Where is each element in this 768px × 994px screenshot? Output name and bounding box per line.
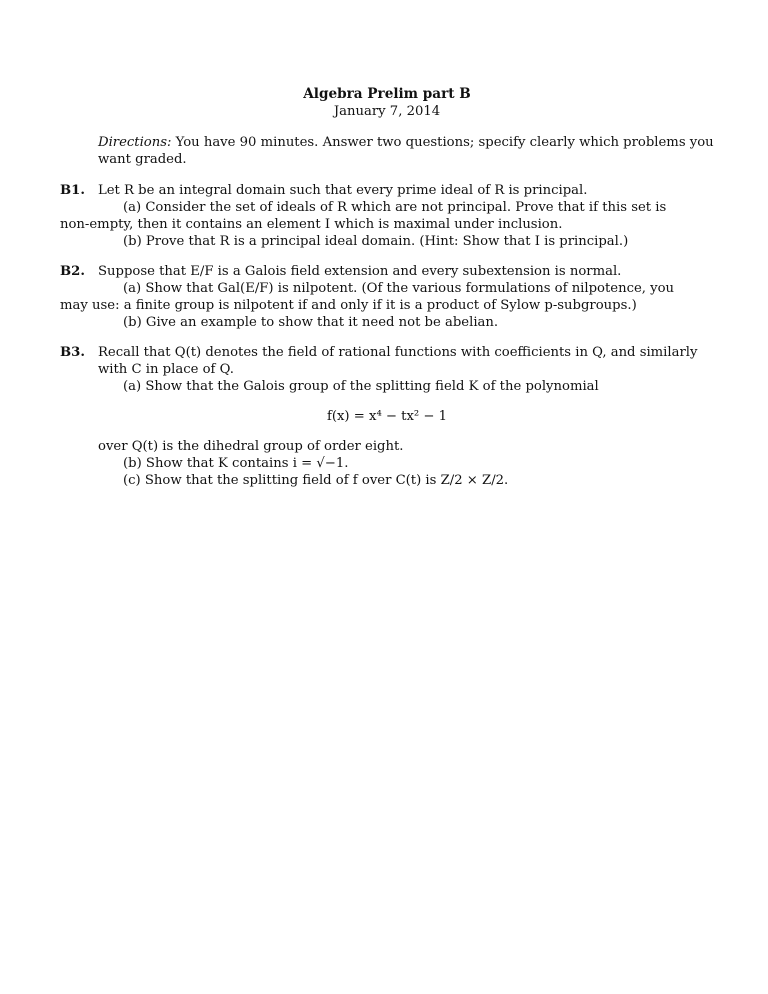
problem-label: B3. (60, 345, 85, 360)
directions-label: Directions: (98, 135, 172, 150)
problem-b1 (60, 182, 714, 250)
problem-part-a: (a) Consider the set of ideals of R which are not principal. Prove that if this set is (123, 200, 667, 215)
document-title: Algebra Prelim part B (303, 86, 471, 102)
problem-statement: Recall that Q(t) denotes the field of rational functions with coefficients in Q, and similarly (98, 345, 698, 360)
problem-part-a: (a) Show that Gal(E/F) is nilpotent. (Of the various formulations of nilpotence, you (123, 281, 675, 296)
problem-part-a: (a) Show that the Galois group of the splitting field K of the polynomial (123, 379, 599, 394)
problem-statement: Suppose that E/F is a Galois field extension and every subextension is normal. (98, 264, 622, 279)
document-page (60, 86, 714, 502)
directions-paragraph (60, 134, 714, 168)
problem-statement-continued: with C in place of Q. (98, 362, 234, 377)
problem-part-a-continued: non-empty, then it contains an element I which is maximal under inclusion. (60, 217, 563, 232)
polynomial-formula: f(x) = x⁴ − tx² − 1 (326, 409, 448, 424)
problem-part-c: (c) Show that the splitting field of f over C(t) is Z/2 × Z/2. (123, 473, 509, 488)
problem-b2 (60, 263, 714, 331)
problem-part-b: (b) Prove that R is a principal ideal domain. (Hint: Show that I is principal.) (123, 234, 629, 249)
problem-label: B1. (60, 183, 85, 198)
problem-part-a-continued: over Q(t) is the dihedral group of order eight. (98, 439, 404, 454)
problem-part-a-continued: may use: a finite group is nilpotent if and only if it is a product of Sylow p-subgroups.) (60, 298, 637, 313)
problem-part-b: (b) Show that K contains i = √−1. (123, 456, 349, 471)
problem-part-b: (b) Give an example to show that it need not be abelian. (123, 315, 499, 330)
problem-statement: Let R be an integral domain such that every prime ideal of R is principal. (98, 183, 588, 198)
problem-label: B2. (60, 264, 85, 279)
problem-b3 (60, 344, 714, 489)
document-date: January 7, 2014 (333, 104, 441, 119)
directions-text: You have 90 minutes. Answer two questions; specify clearly which problems you want graded. (98, 135, 714, 167)
